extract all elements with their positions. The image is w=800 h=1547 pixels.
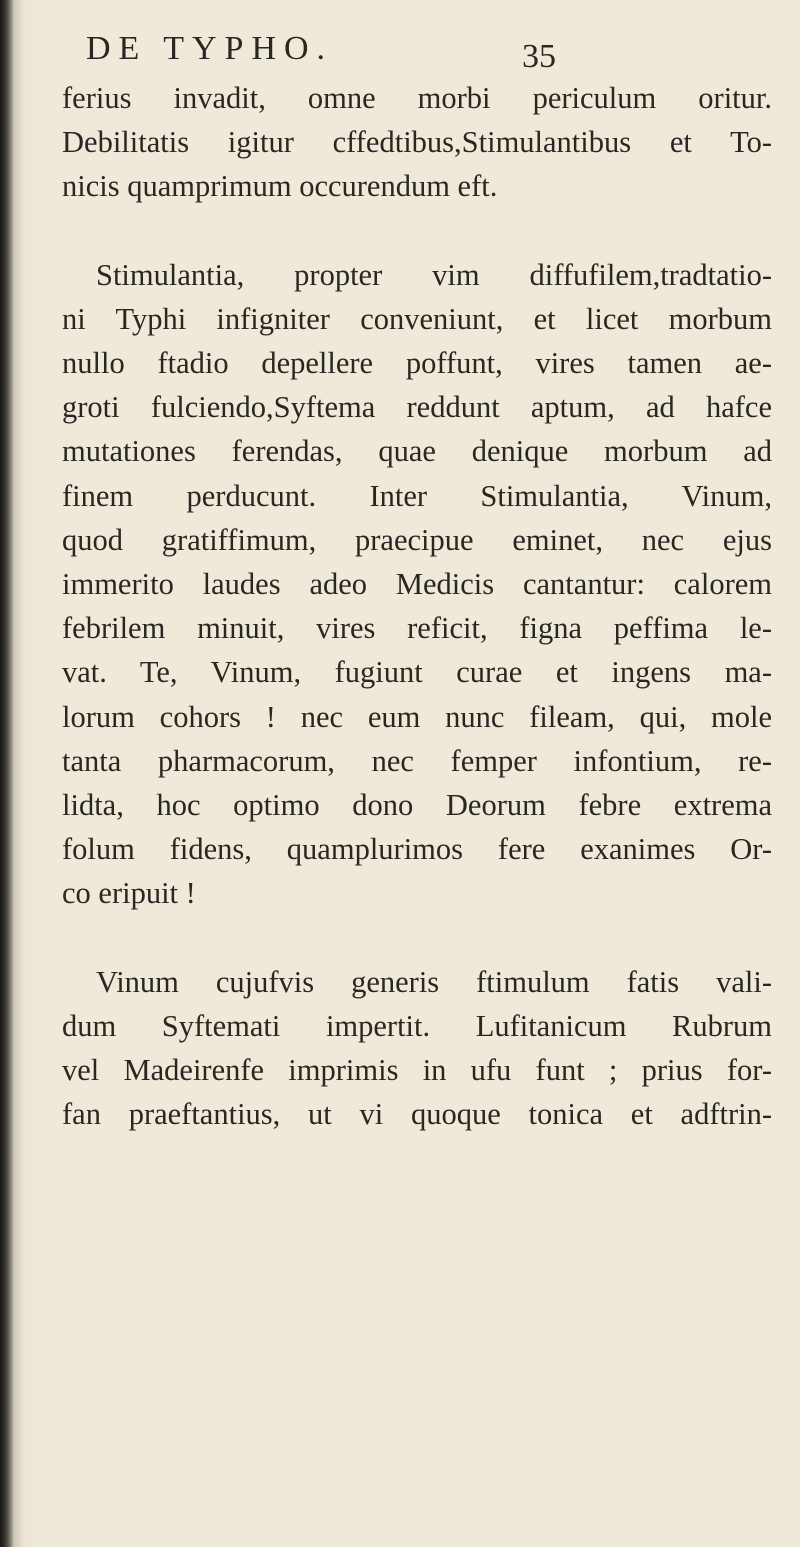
text-line: febrilem minuit, vires reficit, figna peffima le- [62, 611, 772, 646]
text-line: vat. Te, Vinum, fugiunt curae et ingens ma- [62, 655, 772, 690]
running-head: DE TYPHO. [86, 30, 334, 67]
page-header [86, 30, 766, 80]
text-line: lorum cohors ! nec eum nunc fileam, qui, mole [62, 699, 772, 734]
text-line: ferius invadit, omne morbi periculum oritur. [62, 81, 772, 115]
body-text [62, 76, 772, 1136]
text-line: dum Syftemati impertit. Lufitanicum Rubrum [62, 1008, 772, 1043]
text-line: nullo ftadio depellere poffunt, vires tamen ae- [62, 346, 772, 381]
paragraph [62, 253, 772, 916]
text-line: immerito laudes adeo Medicis cantantur: calorem [62, 567, 772, 602]
text-line: co eripuit ! [62, 876, 196, 911]
text-line: finem perducunt. Inter Stimulantia, Vinum, [62, 478, 772, 513]
text-line: ni Typhi infigniter conveniunt, et licet morbum [62, 301, 772, 336]
text-line: nicis quamprimum occurendum eft. [62, 169, 498, 204]
text-line: Stimulantia, propter vim diffufilem,tradtatio- [96, 257, 772, 292]
text-line: quod gratiffimum, praecipue eminet, nec ejus [62, 522, 772, 557]
text-line: folum fidens, quamplurimos fere exanimes Or- [62, 832, 772, 867]
text-line: lidta, hoc optimo dono Deorum febre extrema [62, 788, 772, 823]
text-line: groti fulciendo,Syftema reddunt aptum, ad hafce [62, 390, 772, 425]
text-line: Vinum cujufvis generis ftimulum fatis vali- [96, 964, 772, 999]
paragraph [62, 960, 772, 1137]
text-line: Debilitatis igitur cffedtibus,Stimulantibus et To- [62, 125, 772, 160]
text-line: vel Madeirenfe imprimis in ufu funt ; prius for- [62, 1053, 772, 1088]
paragraph [62, 76, 772, 209]
text-line: tanta pharmacorum, nec femper infontium, re- [62, 743, 772, 778]
text-line: fan praeftantius, ut vi quoque tonica et adftrin- [62, 1097, 772, 1132]
page-number: 35 [522, 38, 556, 75]
binding-shadow [0, 0, 14, 1547]
text-line: mutationes ferendas, quae denique morbum ad [62, 434, 772, 469]
